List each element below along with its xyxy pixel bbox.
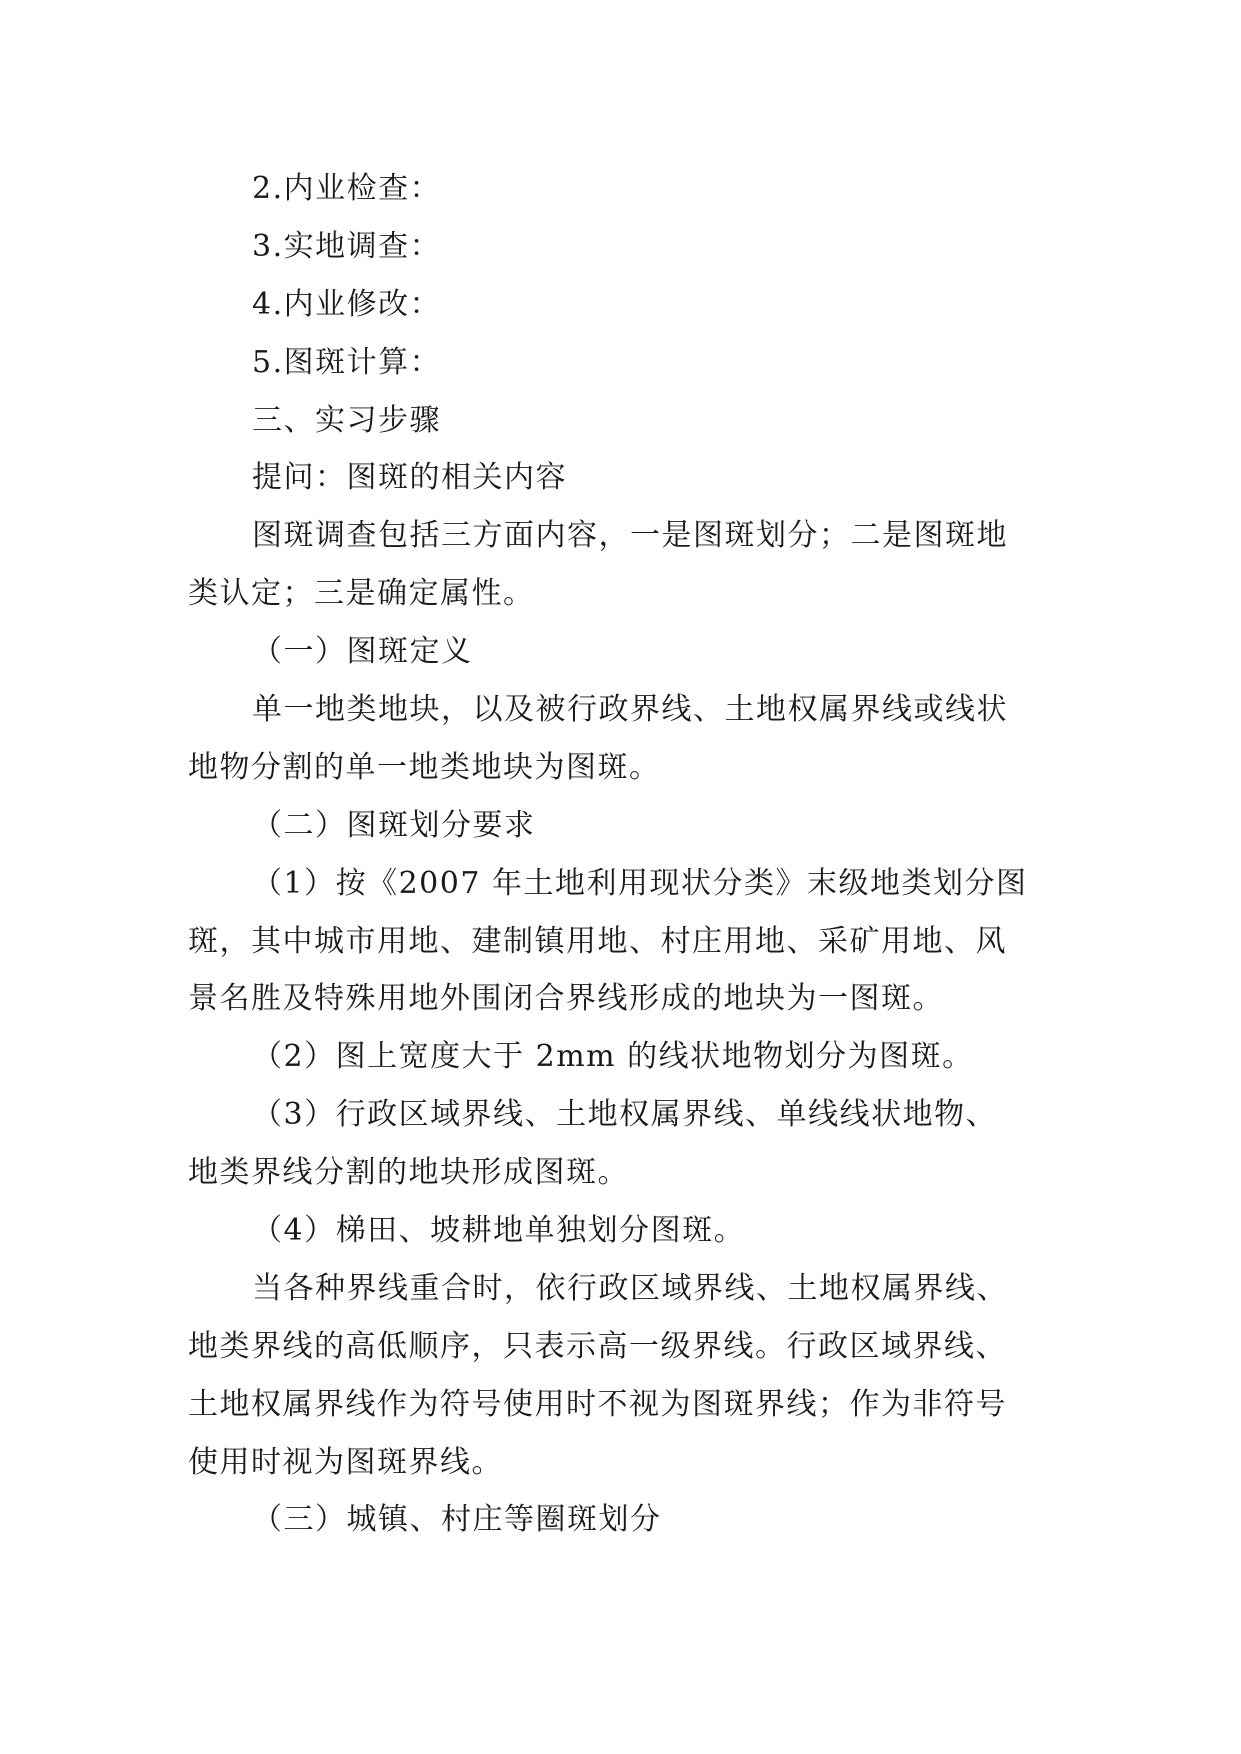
text-line: 5.图斑计算： — [252, 344, 442, 380]
paragraph-line: 当各种界线重合时，依行政区域界线、土地权属界线、 — [252, 1270, 1008, 1306]
subsection-heading: （三）城镇、村庄等圈斑划分 — [252, 1502, 662, 1538]
paragraph-line: 使用时视为图斑界线。 — [188, 1444, 503, 1480]
subsection-heading: （一）图斑定义 — [252, 634, 473, 670]
paragraph-line: 地物分割的单一地类地块为图斑。 — [188, 749, 661, 785]
paragraph-line: 斑，其中城市用地、建制镇用地、村庄用地、采矿用地、风 — [188, 923, 1007, 959]
subsection-heading: （二）图斑划分要求 — [252, 807, 536, 843]
paragraph-line: （3）行政区域界线、土地权属界线、单线线状地物、 — [252, 1097, 998, 1133]
text-line: 3.实地调查： — [252, 228, 442, 264]
text-line: 提问：图斑的相关内容 — [252, 460, 567, 496]
paragraph-line: 地类界线的高低顺序，只表示高一级界线。行政区域界线、 — [188, 1328, 1007, 1364]
paragraph-line: 图斑调查包括三方面内容，一是图斑划分；二是图斑地 — [252, 518, 1008, 554]
paragraph-line: 类认定；三是确定属性。 — [188, 576, 535, 612]
paragraph-line: 单一地类地块，以及被行政界线、土地权属界线或线状 — [252, 692, 1008, 728]
paragraph-line: （4）梯田、坡耕地单独划分图斑。 — [252, 1213, 746, 1249]
text-line: 2.内业检查： — [252, 171, 442, 206]
text-line: 4.内业修改： — [252, 286, 442, 322]
section-heading: 三、实习步骤 — [252, 402, 441, 438]
paragraph-line: 土地权属界线作为符号使用时不视为图斑界线；作为非符号 — [188, 1386, 1007, 1422]
paragraph-line: 景名胜及特殊用地外围闭合界线形成的地块为一图斑。 — [188, 981, 944, 1017]
paragraph-line: （2）图上宽度大于 2mm 的线状地物划分为图斑。 — [252, 1039, 974, 1075]
paragraph-line: （1）按《2007 年土地利用现状分类》末级地类划分图 — [252, 865, 1028, 901]
paragraph-line: 地类界线分割的地块形成图斑。 — [188, 1155, 629, 1191]
document-body — [188, 160, 1058, 1549]
